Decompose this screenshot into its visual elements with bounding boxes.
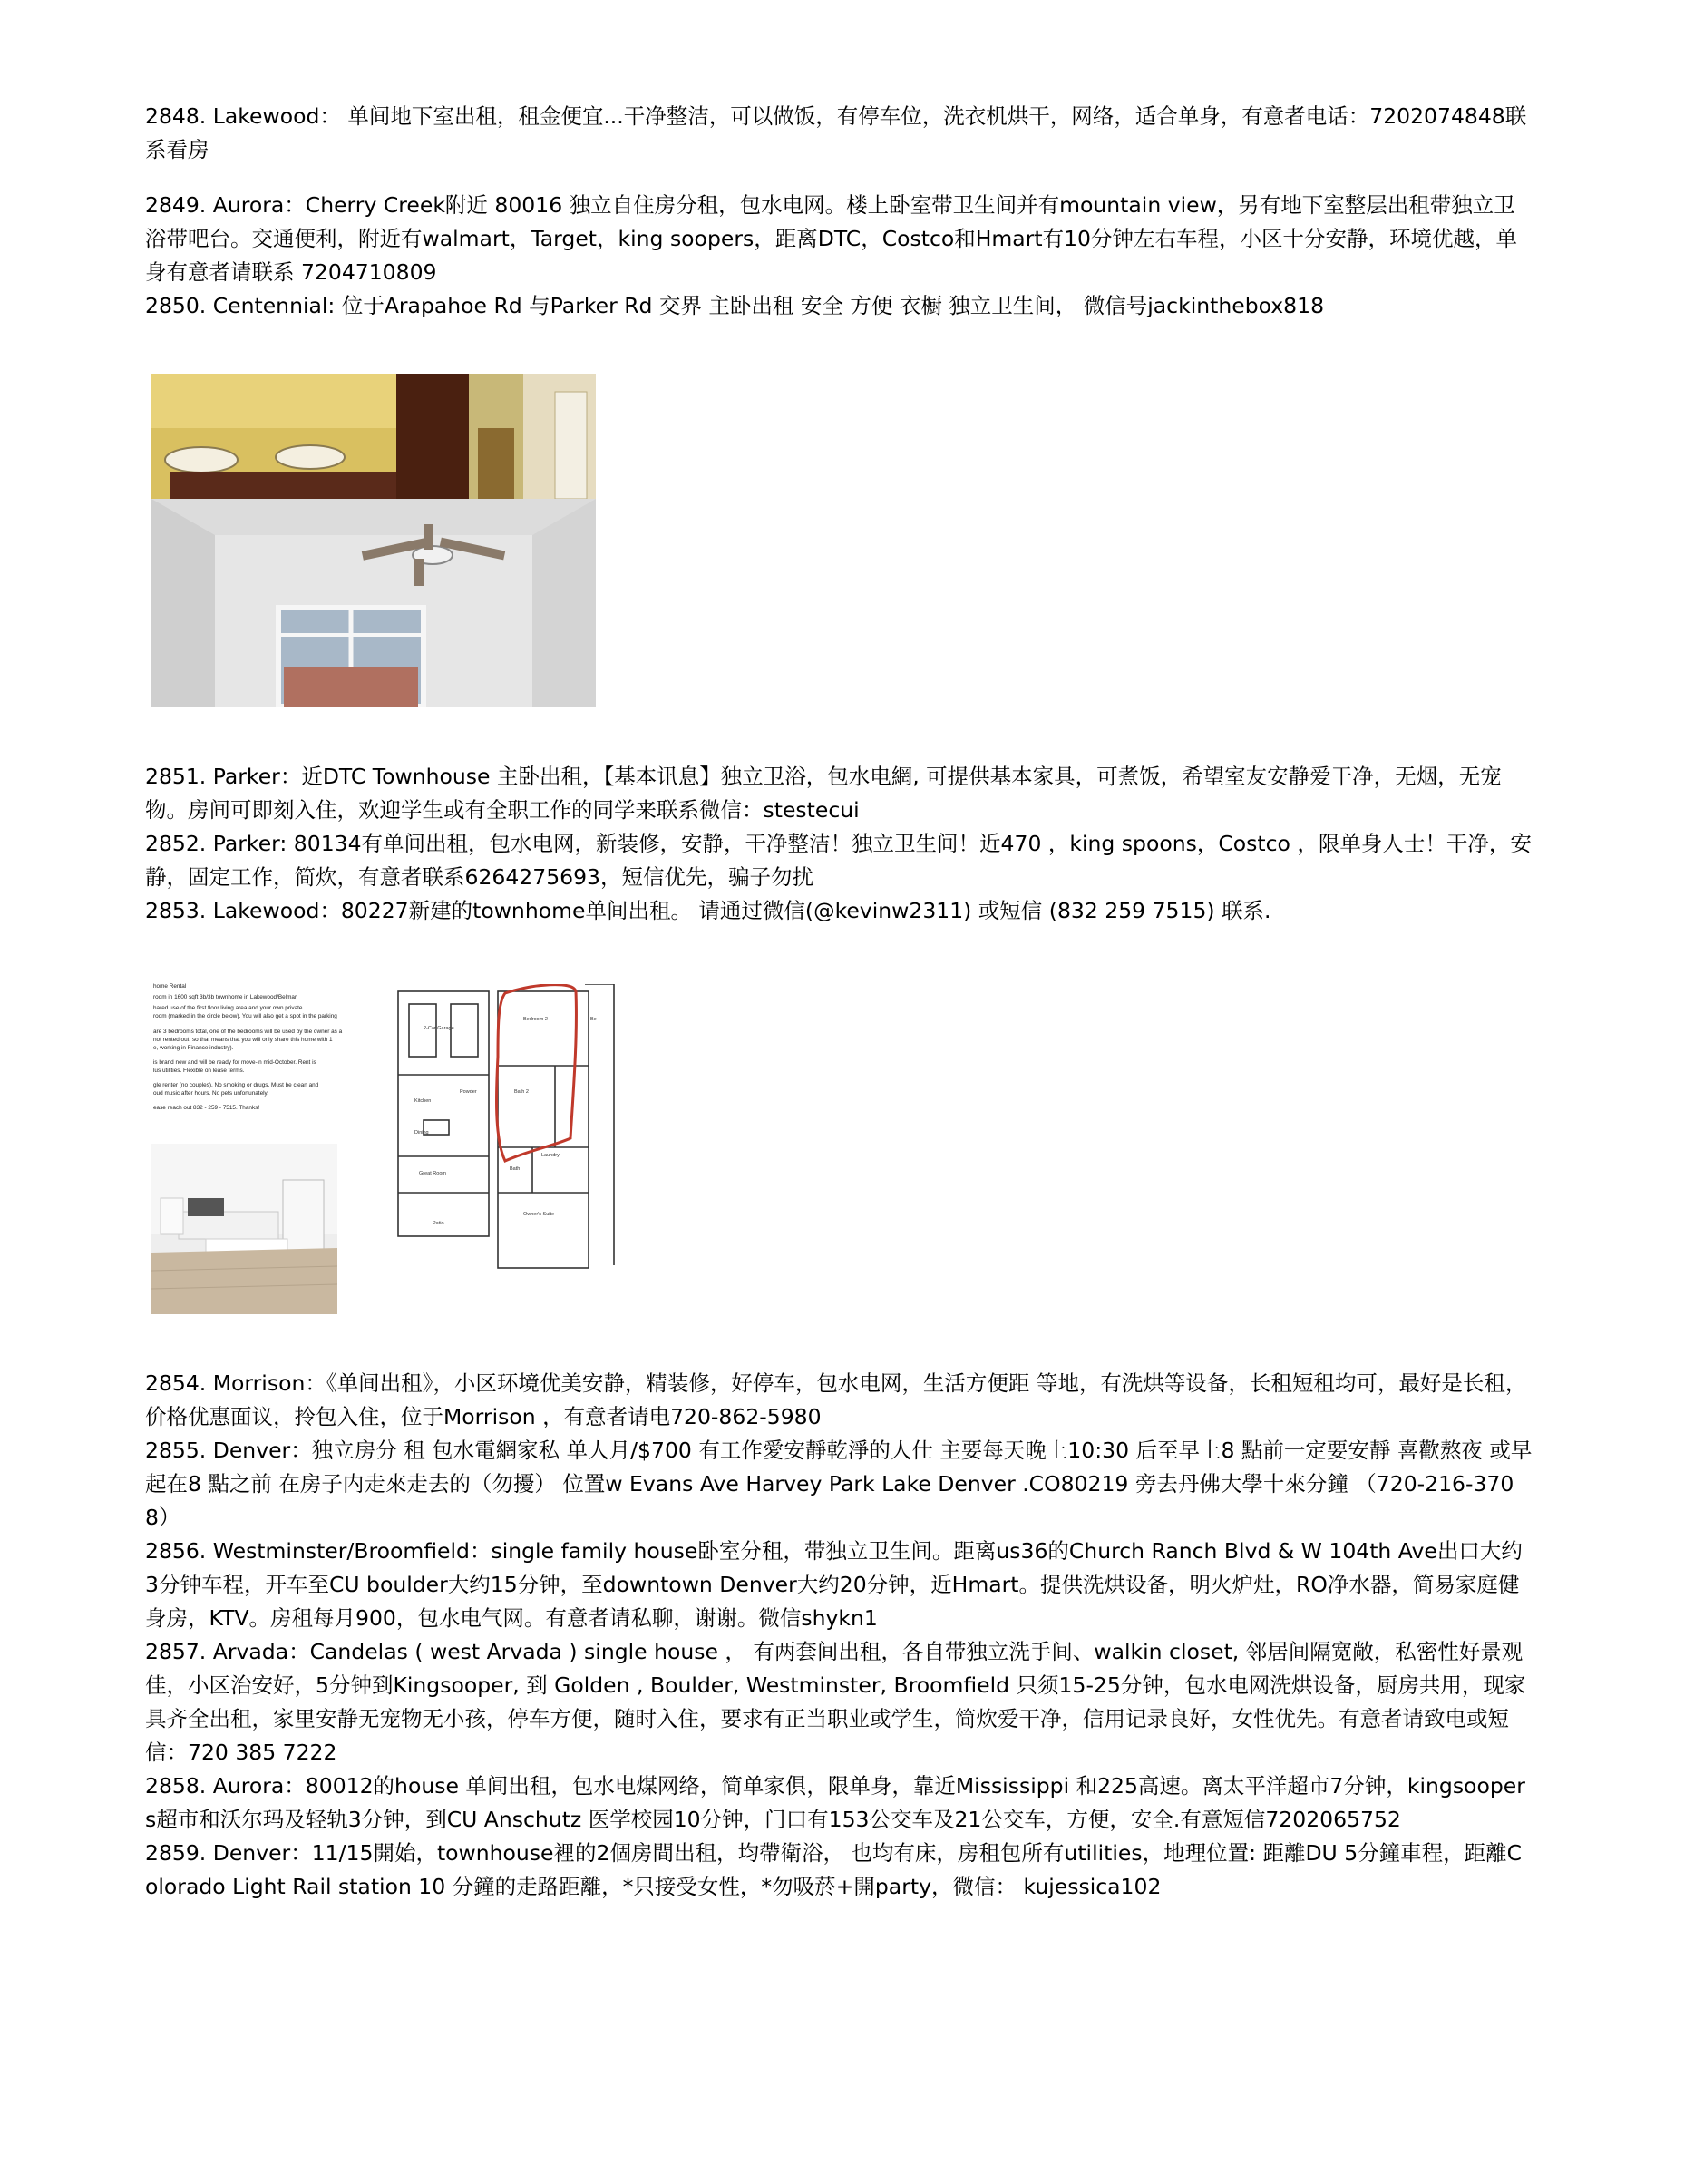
floorplan-label: Owner's Suite <box>523 1212 555 1217</box>
floorplan-label: Laundry <box>541 1153 560 1158</box>
floor-plan-image <box>396 984 623 1274</box>
floorplan-label: Patio <box>433 1221 444 1226</box>
listing-2849: 2849. Aurora：Cherry Creek附近 80016 独立自住房分租，包水电网。楼上卧室带卫生间并有mountain view，另有地下室整层出租带独立卫浴带吧台。交通便利，附近有walmart，Target，king soopers，距离DTC，Costco和Hmart有10分钟左右车程，小区十分安静，环境优越，单身有意者请联系 7204710809 <box>145 192 1517 285</box>
listing-2850: 2850. Centennial: 位于Arapahoe Rd 与Parker Rd 交界 主卧出租 安全 方便 衣橱 独立卫生间， 微信号jackinthebox818 <box>145 293 1325 318</box>
floorplan-label: Powder <box>460 1089 477 1095</box>
floorplan-label: Kitchen <box>414 1098 432 1104</box>
flyer-line: lus utilities. Flexible on lease terms. <box>153 1068 245 1074</box>
flyer-line: e, working in Finance industry). <box>153 1045 234 1051</box>
listing-2859: 2859. Denver：11/15開始，townhouse裡的2個房間出租，均帶衛浴， 也均有床，房租包所有utilities，地理位置: 距離DU 5分鐘車程，距離Colorado Light Rail station 10 分鐘的走路距離，*只接受女性，*勿吸菸+開party，微信： kujessica102 <box>145 1840 1523 1899</box>
flyer-line: is brand new and will be ready for move-in mid-October. Rent is <box>153 1059 316 1066</box>
flyer-line: home Rental <box>153 983 187 990</box>
flyer-text <box>151 980 346 1135</box>
floorplan-label: Bedroom 2 <box>523 1017 548 1022</box>
flyer-line: ease reach out 832 - 259 - 7515. Thanks! <box>153 1105 260 1111</box>
listing-2855: 2855. Denver：独立房分 租 包水電網家私 单人月/$700 有工作愛安靜乾淨的人仕 主要每天晚上10:30 后至早上8 點前一定要安靜 喜歡熬夜 或早起在8 點之前 在房子内走來走去的（勿擾） 位置w Evans Ave Harvey Park Lake Denver .CO80219 旁去丹佛大學十來分鐘 （720-216-3708） <box>145 1438 1533 1530</box>
document-body <box>145 100 1533 1904</box>
flyer-line: room (marked in the circle below). You will also get a spot in the parking <box>153 1013 337 1019</box>
listing-2854: 2854. Morrison：《单间出租》，小区环境优美安静，精装修，好停车，包水电网，生活方便距 等地，有洗烘等设备，长租短租均可，最好是长租，价格优惠面议，拎包入住，位于Morrison ，有意者请电720-862-5980 <box>145 1370 1527 1429</box>
floorplan-label: Great Room <box>419 1171 446 1176</box>
floorplan-label: Bath 2 <box>514 1089 529 1095</box>
bathroom-photo <box>151 374 596 499</box>
listing-2848: 2848. Lakewood： 单间地下室出租，租金便宜...干净整洁，可以做饭，有停车位，洗衣机烘干，网络，适合单身，有意者电话：7202074848联系看房 <box>145 103 1527 162</box>
flyer-line: room in 1600 sqft 3b/3b townhome in Lakewood/Belmar. <box>153 994 298 1000</box>
bedroom-photo <box>151 499 596 707</box>
floorplan-label: Be <box>590 1017 597 1022</box>
listing-2850-photos <box>151 374 605 709</box>
floorplan-label: Dining <box>414 1130 429 1136</box>
listing-2857: 2857. Arvada：Candelas ( west Arvada ) single house ， 有两套间出租，各自带独立洗手间、walkin closet, 邻居间隔宽敞，私密性好景观佳，小区治安好，5分钟到Kingsooper, 到 Golden , Boulder, Westminster, Broomfield 只须15-25分钟，包水电网洗烘设备，厨房共用，现家具齐全出租，家里安静无宠物无小孩，停车方便，随时入住，要求有正当职业或学生，简炊爱干净，信用记录良好，女性优先。有意者请致电或短信：720 385 7222 <box>145 1639 1526 1765</box>
flyer-line: oud music after hours. No pets unfortunately. <box>153 1090 269 1097</box>
flyer-line: gle renter (no couples). No smoking or drugs. Must be clean and <box>153 1082 319 1088</box>
listing-2853-flyer <box>151 980 623 1316</box>
listing-2853: 2853. Lakewood：80227新建的townhome单间出租。 请通过微信(@kevinw2311) 或短信 (832 259 7515) 联系. <box>145 898 1271 923</box>
floorplan-label: Bath <box>510 1166 521 1172</box>
listing-2851: 2851. Parker：近DTC Townhouse 主卧出租，【基本讯息】独立卫浴，包水电網, 可提供基本家具，可煮饭，希望室友安静爱干净，无烟，无宠物。房间可即刻入住，欢迎学生或有全职工作的同学来联系微信：stestecui <box>145 764 1502 823</box>
flyer-line: hared use of the first floor living area and your own private <box>153 1005 303 1011</box>
listing-2858: 2858. Aurora：80012的house 单间出租，包水电煤网络，简单家俱，限单身，靠近Mississippi 和225高速。离太平洋超市7分钟，kingsoopers超市和沃尔玛及轻轨3分钟，到CU Anschutz 医学校园10分钟，门口有153公交车及21公交车，方便，安全.有意短信7202065752 <box>145 1773 1525 1832</box>
kitchen-photo <box>151 1144 337 1314</box>
listing-2852: 2852. Parker: 80134有单间出租，包水电网，新装修，安静，干净整洁！独立卫生间！近470 ，king spoons，Costco ，限单身人士！干净，安静，固定工作，简炊，有意者联系6264275693，短信优先，骗子勿扰 <box>145 831 1532 890</box>
listing-2856: 2856. Westminster/Broomfield：single family house卧室分租，带独立卫生间。距离us36的Church Ranch Blvd & W 104th Ave出口大约3分钟车程，开车至CU boulder大约15分钟，至downtown Denver大约20分钟，近Hmart。提供洗烘设备，明火炉灶，RO净水器，简易家庭健身房，KTV。房租每月900，包水电气网。有意者请私聊，谢谢。微信shykn1 <box>145 1538 1523 1631</box>
flyer-line: not rented out, so that means that you will only share this home with 1 <box>153 1037 333 1043</box>
flyer-line: are 3 bedrooms total, one of the bedrooms will be used by the owner as a <box>153 1029 343 1035</box>
floorplan-label: 2-Car Garage <box>424 1026 454 1031</box>
